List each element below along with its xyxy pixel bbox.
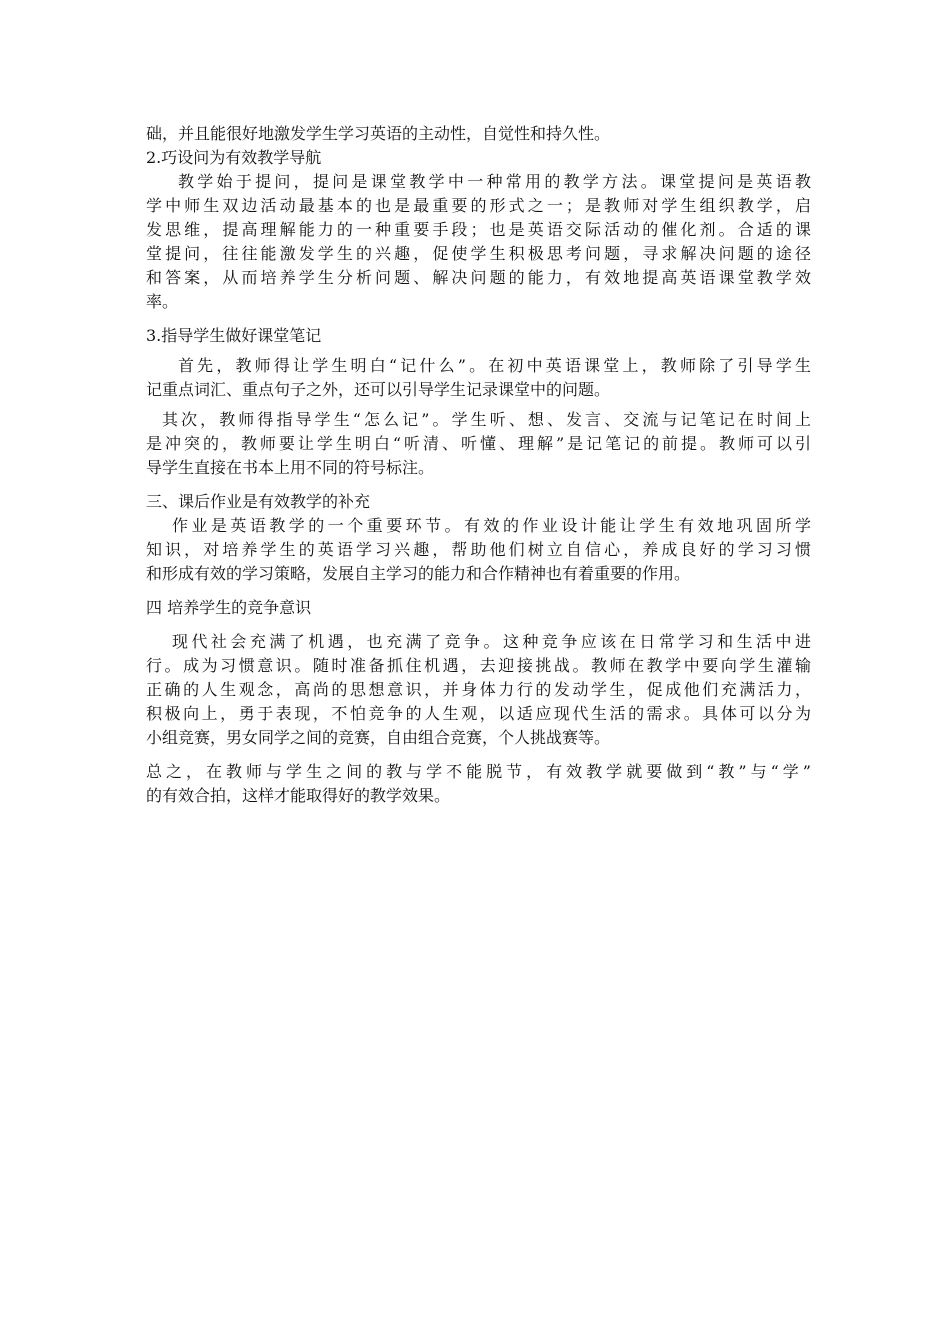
text-line: 础，并且能很好地激发学生学习英语的主动性，自觉性和持久性。 bbox=[146, 124, 611, 143]
section-heading-2: 2.巧设问为有效教学导航 bbox=[146, 148, 322, 167]
text-line: 和形成有效的学习策略，发展自主学习的能力和合作精神也有着重要的作用。 bbox=[146, 564, 691, 583]
text-line: 发思维，提高理解能力的一种重要手段；也是英语交际活动的催化剂。合适的课 bbox=[146, 220, 811, 239]
text-line: 是冲突的，教师要让学生明白“听清、听懂、理解”是记笔记的前提。教师可以引 bbox=[146, 434, 811, 453]
text-line: 的有效合拍，这样才能取得好的教学效果。 bbox=[146, 786, 451, 805]
document-page bbox=[146, 122, 811, 808]
text-line: 积极向上，勇于表现，不怕竞争的人生观，以适应现代生活的需求。具体可以分为 bbox=[146, 704, 811, 723]
text-line: 总之，在教师与学生之间的教与学不能脱节，有效教学就要做到“教”与“学” bbox=[146, 762, 811, 781]
text-line: 学中师生双边活动最基本的也是最重要的形式之一；是教师对学生组织教学，启 bbox=[146, 196, 811, 215]
text-line: 率。 bbox=[146, 292, 179, 311]
paragraph-questioning bbox=[146, 170, 811, 314]
text-line: 行。成为习惯意识。随时准备抓住机遇，去迎接挑战。教师在教学中要向学生灌输 bbox=[146, 656, 811, 675]
text-line: 和答案，从而培养学生分析问题、解决问题的能力，有效地提高英语课堂教学效 bbox=[146, 268, 811, 287]
section-heading-four: 四 培养学生的竞争意识 bbox=[146, 598, 312, 617]
paragraph-conclusion bbox=[146, 760, 811, 808]
text-line: 首先，教师得让学生明白“记什么”。在初中英语课堂上，教师除了引导学生 bbox=[178, 356, 811, 375]
text-line: 教学始于提问，提问是课堂教学中一种常用的教学方法。课堂提问是英语教 bbox=[178, 172, 811, 191]
paragraph-notes-second bbox=[146, 408, 811, 480]
text-line: 正确的人生观念，高尚的思想意识，并身体力行的发动学生，促成他们充满活力， bbox=[146, 680, 811, 699]
text-line: 作业是英语教学的一个重要环节。有效的作业设计能让学生有效地巩固所学 bbox=[172, 516, 811, 535]
text-line: 导学生直接在书本上用不同的符号标注。 bbox=[146, 458, 435, 477]
paragraph-notes-first bbox=[146, 354, 811, 402]
text-line: 知识，对培养学生的英语学习兴趣，帮助他们树立自信心，养成良好的学习习惯 bbox=[146, 540, 811, 559]
paragraph-continuation bbox=[146, 122, 811, 146]
text-line: 其次，教师得指导学生“怎么记”。学生听、想、发言、交流与记笔记在时间上 bbox=[162, 410, 811, 429]
text-line: 记重点词汇、重点句子之外，还可以引导学生记录课堂中的问题。 bbox=[146, 380, 611, 399]
paragraph-homework bbox=[146, 514, 811, 586]
section-heading-three: 三、课后作业是有效教学的补充 bbox=[146, 492, 371, 511]
section-heading-3: 3.指导学生做好课堂笔记 bbox=[146, 326, 322, 345]
paragraph-competition bbox=[146, 630, 811, 750]
text-line: 堂提问，往往能激发学生的兴趣，促使学生积极思考问题，寻求解决问题的途径 bbox=[146, 244, 811, 263]
text-line: 小组竞赛，男女同学之间的竞赛，自由组合竞赛，个人挑战赛等。 bbox=[146, 728, 611, 747]
text-line: 现代社会充满了机遇，也充满了竞争。这种竞争应该在日常学习和生活中进 bbox=[172, 632, 811, 651]
